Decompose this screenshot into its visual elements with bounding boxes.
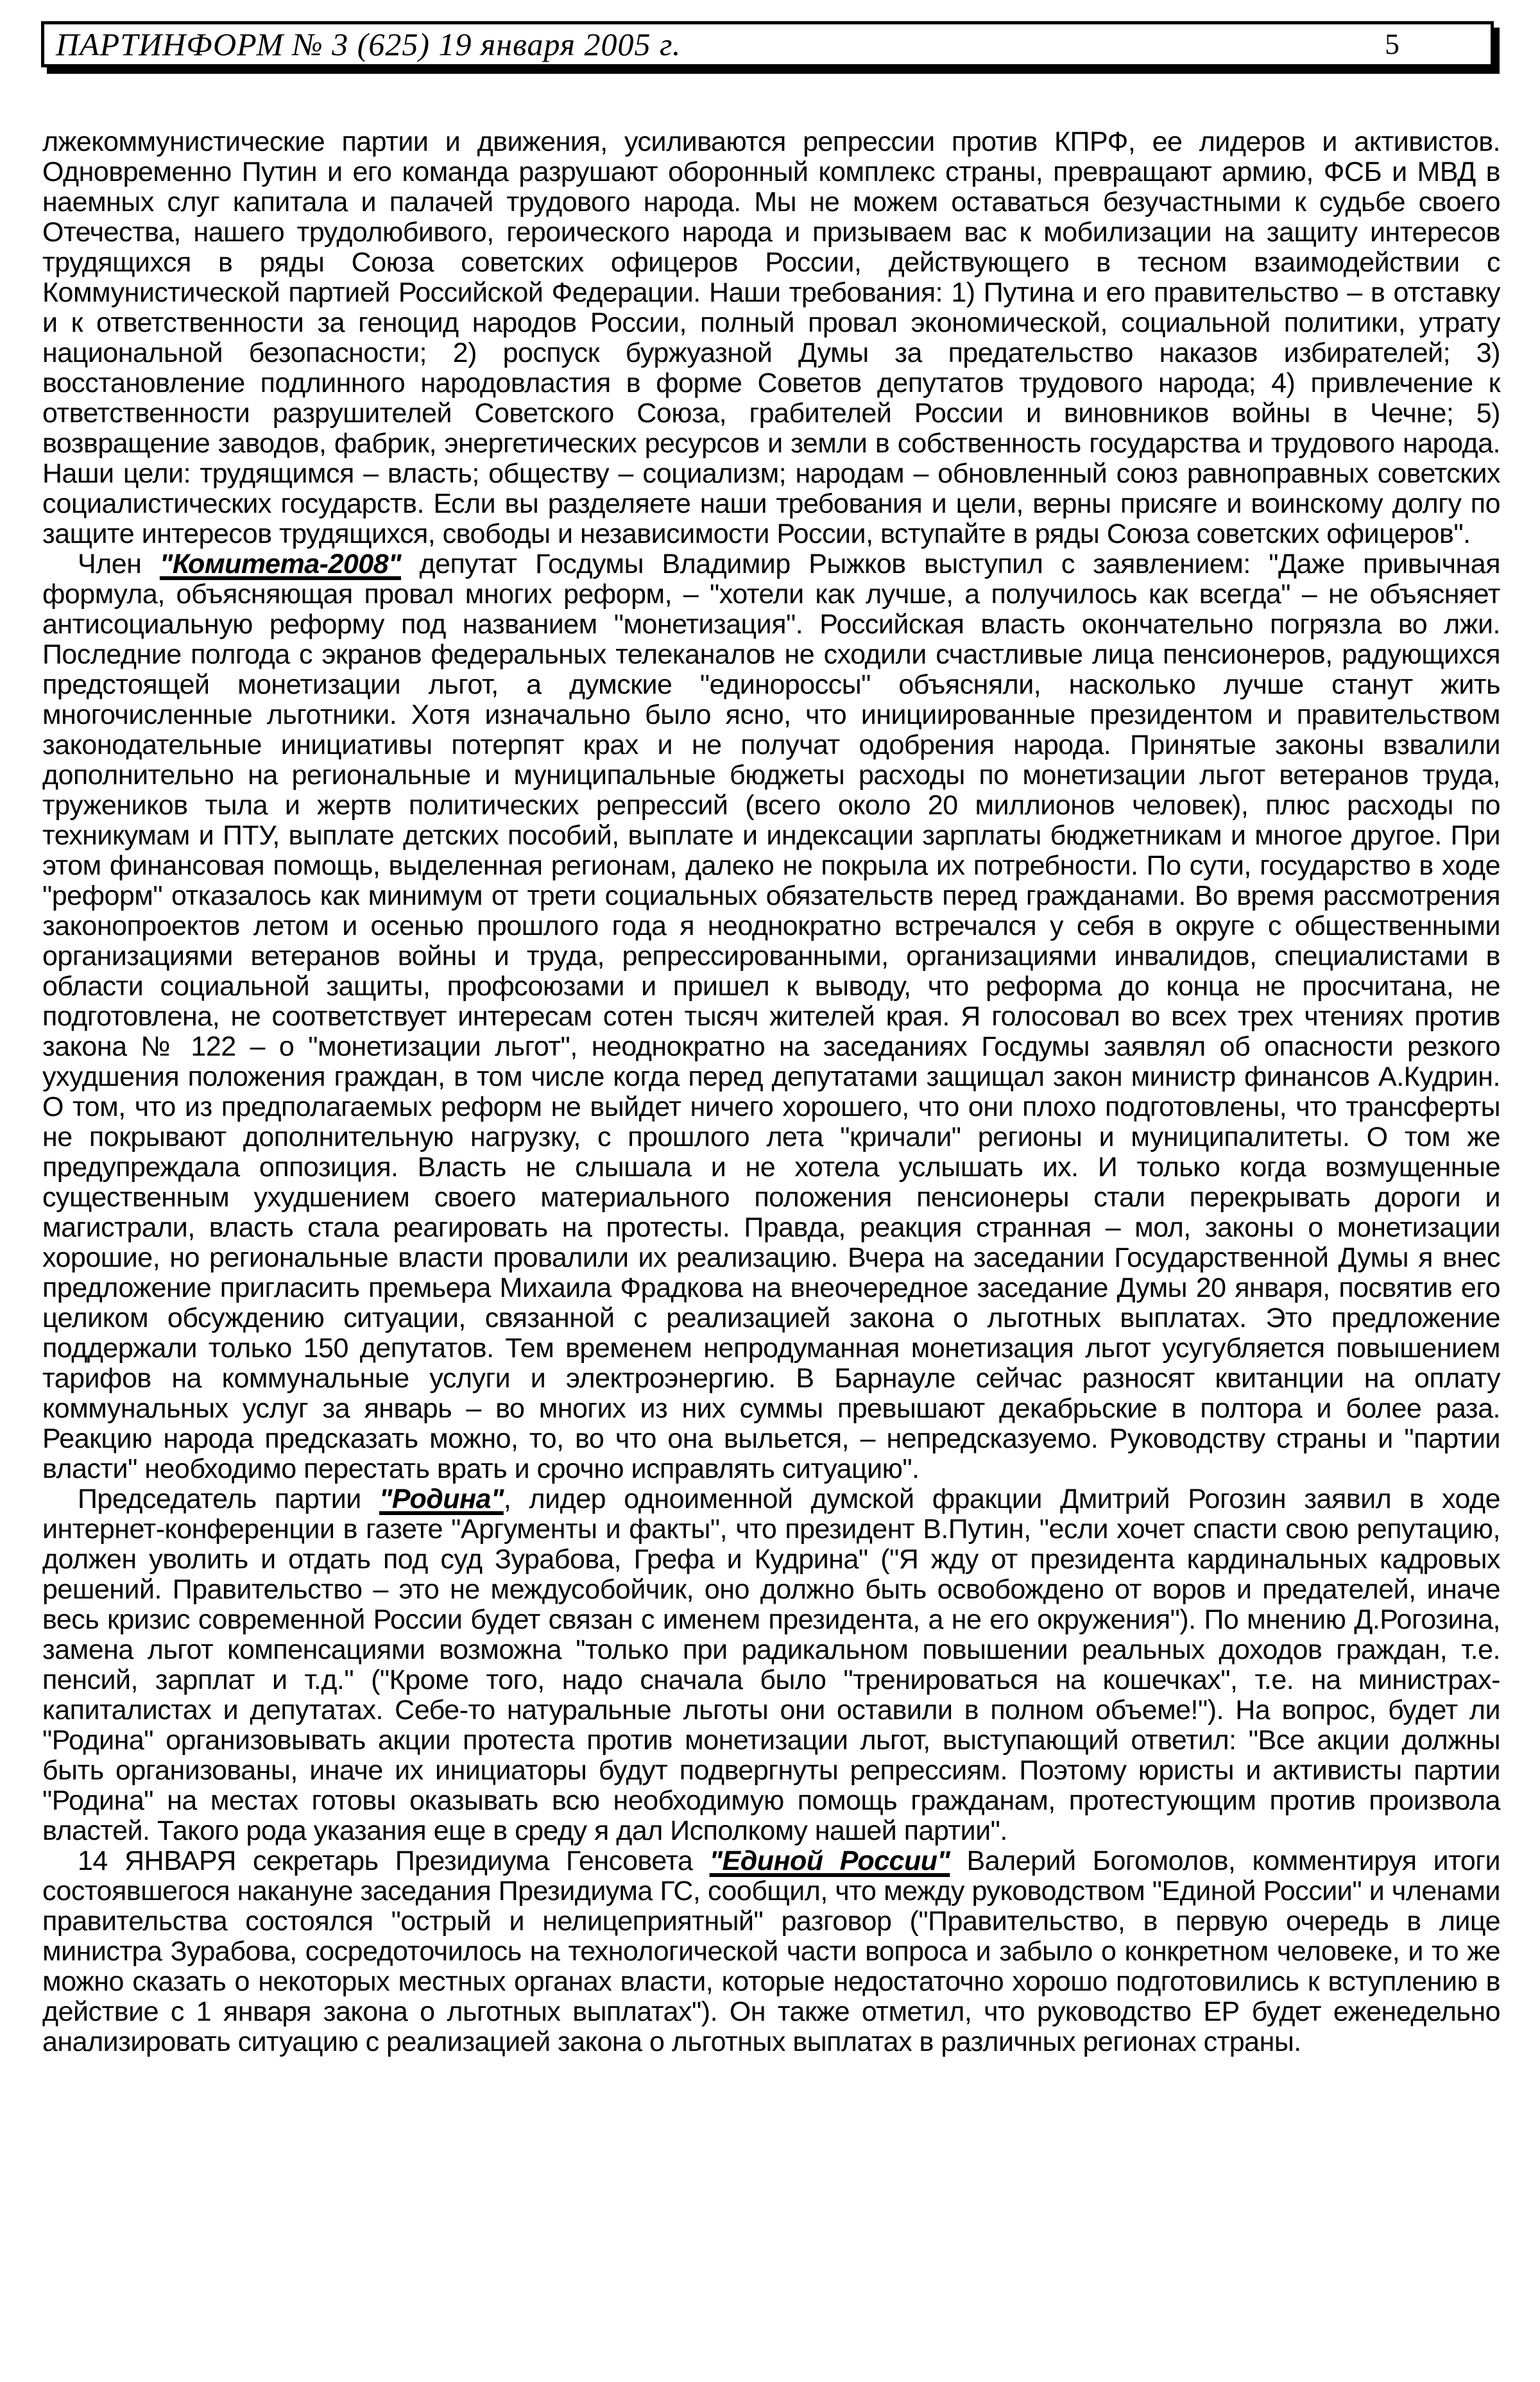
- text-segment: лжекоммунистические партии и движения, усиливаются репрессии против КПРФ, ее лидеров и активистов. Одновременно Путин и его команда разрушают оборонный комплекс страны, превращают армию, ФСБ и МВД в наемных слуг капитала и палачей трудового народа. Мы не можем оставаться безучастными к судьбе своего Отечества, нашего трудолюбивого, героического народа и призываем вас к мобилизации на защиту интересов трудящихся в ряды Союза советских офицеров России, действующего в тесном взаимодействии с Коммунистической партией Российской Федерации. Наши требования: 1) Путина и его правительство – в отставку и к ответственности за геноцид народов России, полный провал экономической, социальной политики, утрату национальной безопасности; 2) роспуск буржуазной Думы за предательство наказов избирателей; 3) восстановление подлинного народовластия в форме Советов депутатов трудового народа; 4) привлечение к ответственности разрушителей Советского Союза, грабителей России и виновников войны в Чечне; 5) возвращение заводов, фабрик, энергетических ресурсов и земли в собственность государства и трудового народа. Наши цели: трудящимся – власть; обществу – социализм; народам – обновленный союз равноправных советских социалистических государств. Если вы разделяете наши требования и цели, верны присяге и воинскому долгу по защите интересов трудящихся, свободы и независимости России, вступайте в ряды Союза советских офицеров".: [42, 126, 1500, 549]
- paragraph-soviet-officers-appeal: [42, 127, 1500, 549]
- emphasized-united-russia: "Единой России": [709, 1846, 950, 1876]
- newsletter-title: ПАРТИНФОРМ № 3 (625) 19 января 2005 г.: [56, 26, 681, 62]
- article-body: [42, 127, 1500, 2057]
- paragraph-rogozin-statement: [42, 1484, 1500, 1846]
- page-header: [41, 21, 1494, 67]
- text-segment: 14 ЯНВАРЯ секретарь Президиума Генсовета: [78, 1846, 710, 1876]
- paragraph-bogomolov-statement: [42, 1846, 1500, 2057]
- page-number: 5: [1385, 28, 1399, 60]
- text-segment: Член: [78, 549, 160, 579]
- text-segment: Председатель партии: [78, 1484, 379, 1514]
- text-segment: депутат Госдумы Владимир Рыжков выступил с заявлением: "Даже привычная формула, объясняющая провал многих реформ, – "хотели как лучше, а получилось как всегда" – не объясняет антисоциальную реформу под названием "монетизация". Российская власть окончательно погрязла во лжи. Последние полгода с экранов федеральных телеканалов не сходили счастливые лица пенсионеров, радующихся предстоящей монетизации льгот, а думские "единороссы" объясняли, насколько лучше станут жить многочисленные льготники. Хотя изначально было ясно, что инициированные президентом и правительством законодательные инициативы потерпят крах и не получат одобрения народа. Принятые законы взвалили дополнительно на региональные и муниципальные бюджеты расходы по монетизации льгот ветеранов труда, тружеников тыла и жертв политических репрессий (всего около 20 миллионов человек), плюс расходы по техникумам и ПТУ, выплате детских пособий, выплате и индексации зарплаты бюджетникам и многое другое. При этом финансовая помощь, выделенная регионам, далеко не покрыла их потребности. По сути, государство в ходе "реформ" отказалось как минимум от трети социальных обязательств перед гражданами. Во время рассмотрения законопроектов летом и осенью прошлого года я неоднократно встречался у себя в округе с общественными организациями ветеранов войны и труда, репрессированными, организациями инвалидов, специалистами в области социальной защиты, профсоюзами и пришел к выводу, что реформа до конца не просчитана, не подготовлена, не соответствует интересам сотен тысяч жителей края. Я голосовал во всех трех чтениях против закона № 122 – о "монетизации льгот", неоднократно на заседаниях Госдумы заявлял об опасности резкого ухудшения положения граждан, в том числе когда перед депутатами защищал закон министр финансов А.Кудрин. О том, что из предполагаемых реформ не выйдет ничего хорошего, что они плохо подготовлены, что трансферты не покрывают дополнительную нагрузку, с прошлого лета "кричали" регионы и муниципалитеты. О том же предупреждала оппозиция. Власть не слышала и не хотела услышать их. И только когда возмущенные существенным ухудшением своего материального положения пенсионеры стали перекрывать дороги и магистрали, власть стала реагировать на протесты. Правда, реакция странная – мол, законы о монетизации хорошие, но региональные власти провалили их реализацию. Вчера на заседании Государственной Думы я внес предложение пригласить премьера Михаила Фрадкова на внеочередное заседание Думы 20 января, посвятив его целиком обсуждению ситуации, связанной с реализацией закона о льготных выплатах. Это предложение поддержали только 150 депутатов. Тем временем непродуманная монетизация льгот усугубляется повышением тарифов на коммунальные услуги и электроэнергию. В Барнауле сейчас разносят квитанции на оплату коммунальных услуг за январь – во многих из них суммы превышают декабрьские в полтора и более раза. Реакцию народа предсказать можно, то, во что она выльется, – непредсказуемо. Руководству страны и "партии власти" необходимо перестать врать и срочно исправлять ситуацию".: [42, 549, 1500, 1484]
- emphasized-rodina-party: "Родина": [379, 1484, 504, 1514]
- paragraph-ryzhkov-statement: [42, 549, 1500, 1484]
- text-segment: , лидер одноименной думской фракции Дмитрий Рогозин заявил в ходе интернет-конференции в газете "Аргументы и факты", что президент В.Путин, "если хочет спасти свою репутацию, должен уволить и отдать под суд Зурабова, Грефа и Кудрина" ("Я жду от президента кардинальных кадровых решений. Правительство – это не междусобойчик, оно должно быть освобождено от воров и предателей, иначе весь кризис современной России будет связан с именем президента, а не его окружения"). По мнению Д.Рогозина, замена льгот компенсациями возможна "только при радикальном повышении реальных доходов граждан, т.е. пенсий, зарплат и т.д." ("Кроме того, надо сначала было "тренироваться на кошечках", т.е. на министрах-капиталистах и депутатах. Себе-то натуральные льготы они оставили в полном объеме!"). На вопрос, будет ли "Родина" организовывать акции протеста против монетизации льгот, выступающий ответил: "Все акции должны быть организованы, иначе их инициаторы будут подвергнуты репрессиям. Поэтому юристы и активисты партии "Родина" на местах готовы оказывать всю необходимую помощь гражданам, протестующим против произвола властей. Такого рода указания еще в среду я дал Исполкому нашей партии".: [42, 1484, 1500, 1846]
- emphasized-committee-2008: "Комитета-2008": [159, 549, 401, 579]
- text-segment: Валерий Богомолов, комментируя итоги состоявшегося накануне заседания Президиума ГС, сообщил, что между руководством "Единой России" и членами правительства состоялся "острый и нелицеприятный" разговор ("Правительство, в первую очередь в лице министра Зурабова, сосредоточилось на технологической части вопроса и забыло о конкретном человеке, и то же можно сказать о некоторых местных органах власти, которые недостаточно хорошо подготовились к вступлению в действие с 1 января закона о льготных выплатах"). Он также отметил, что руководство ЕР будет еженедельно анализировать ситуацию с реализацией закона о льготных выплатах в различных регионах страны.: [42, 1846, 1500, 2057]
